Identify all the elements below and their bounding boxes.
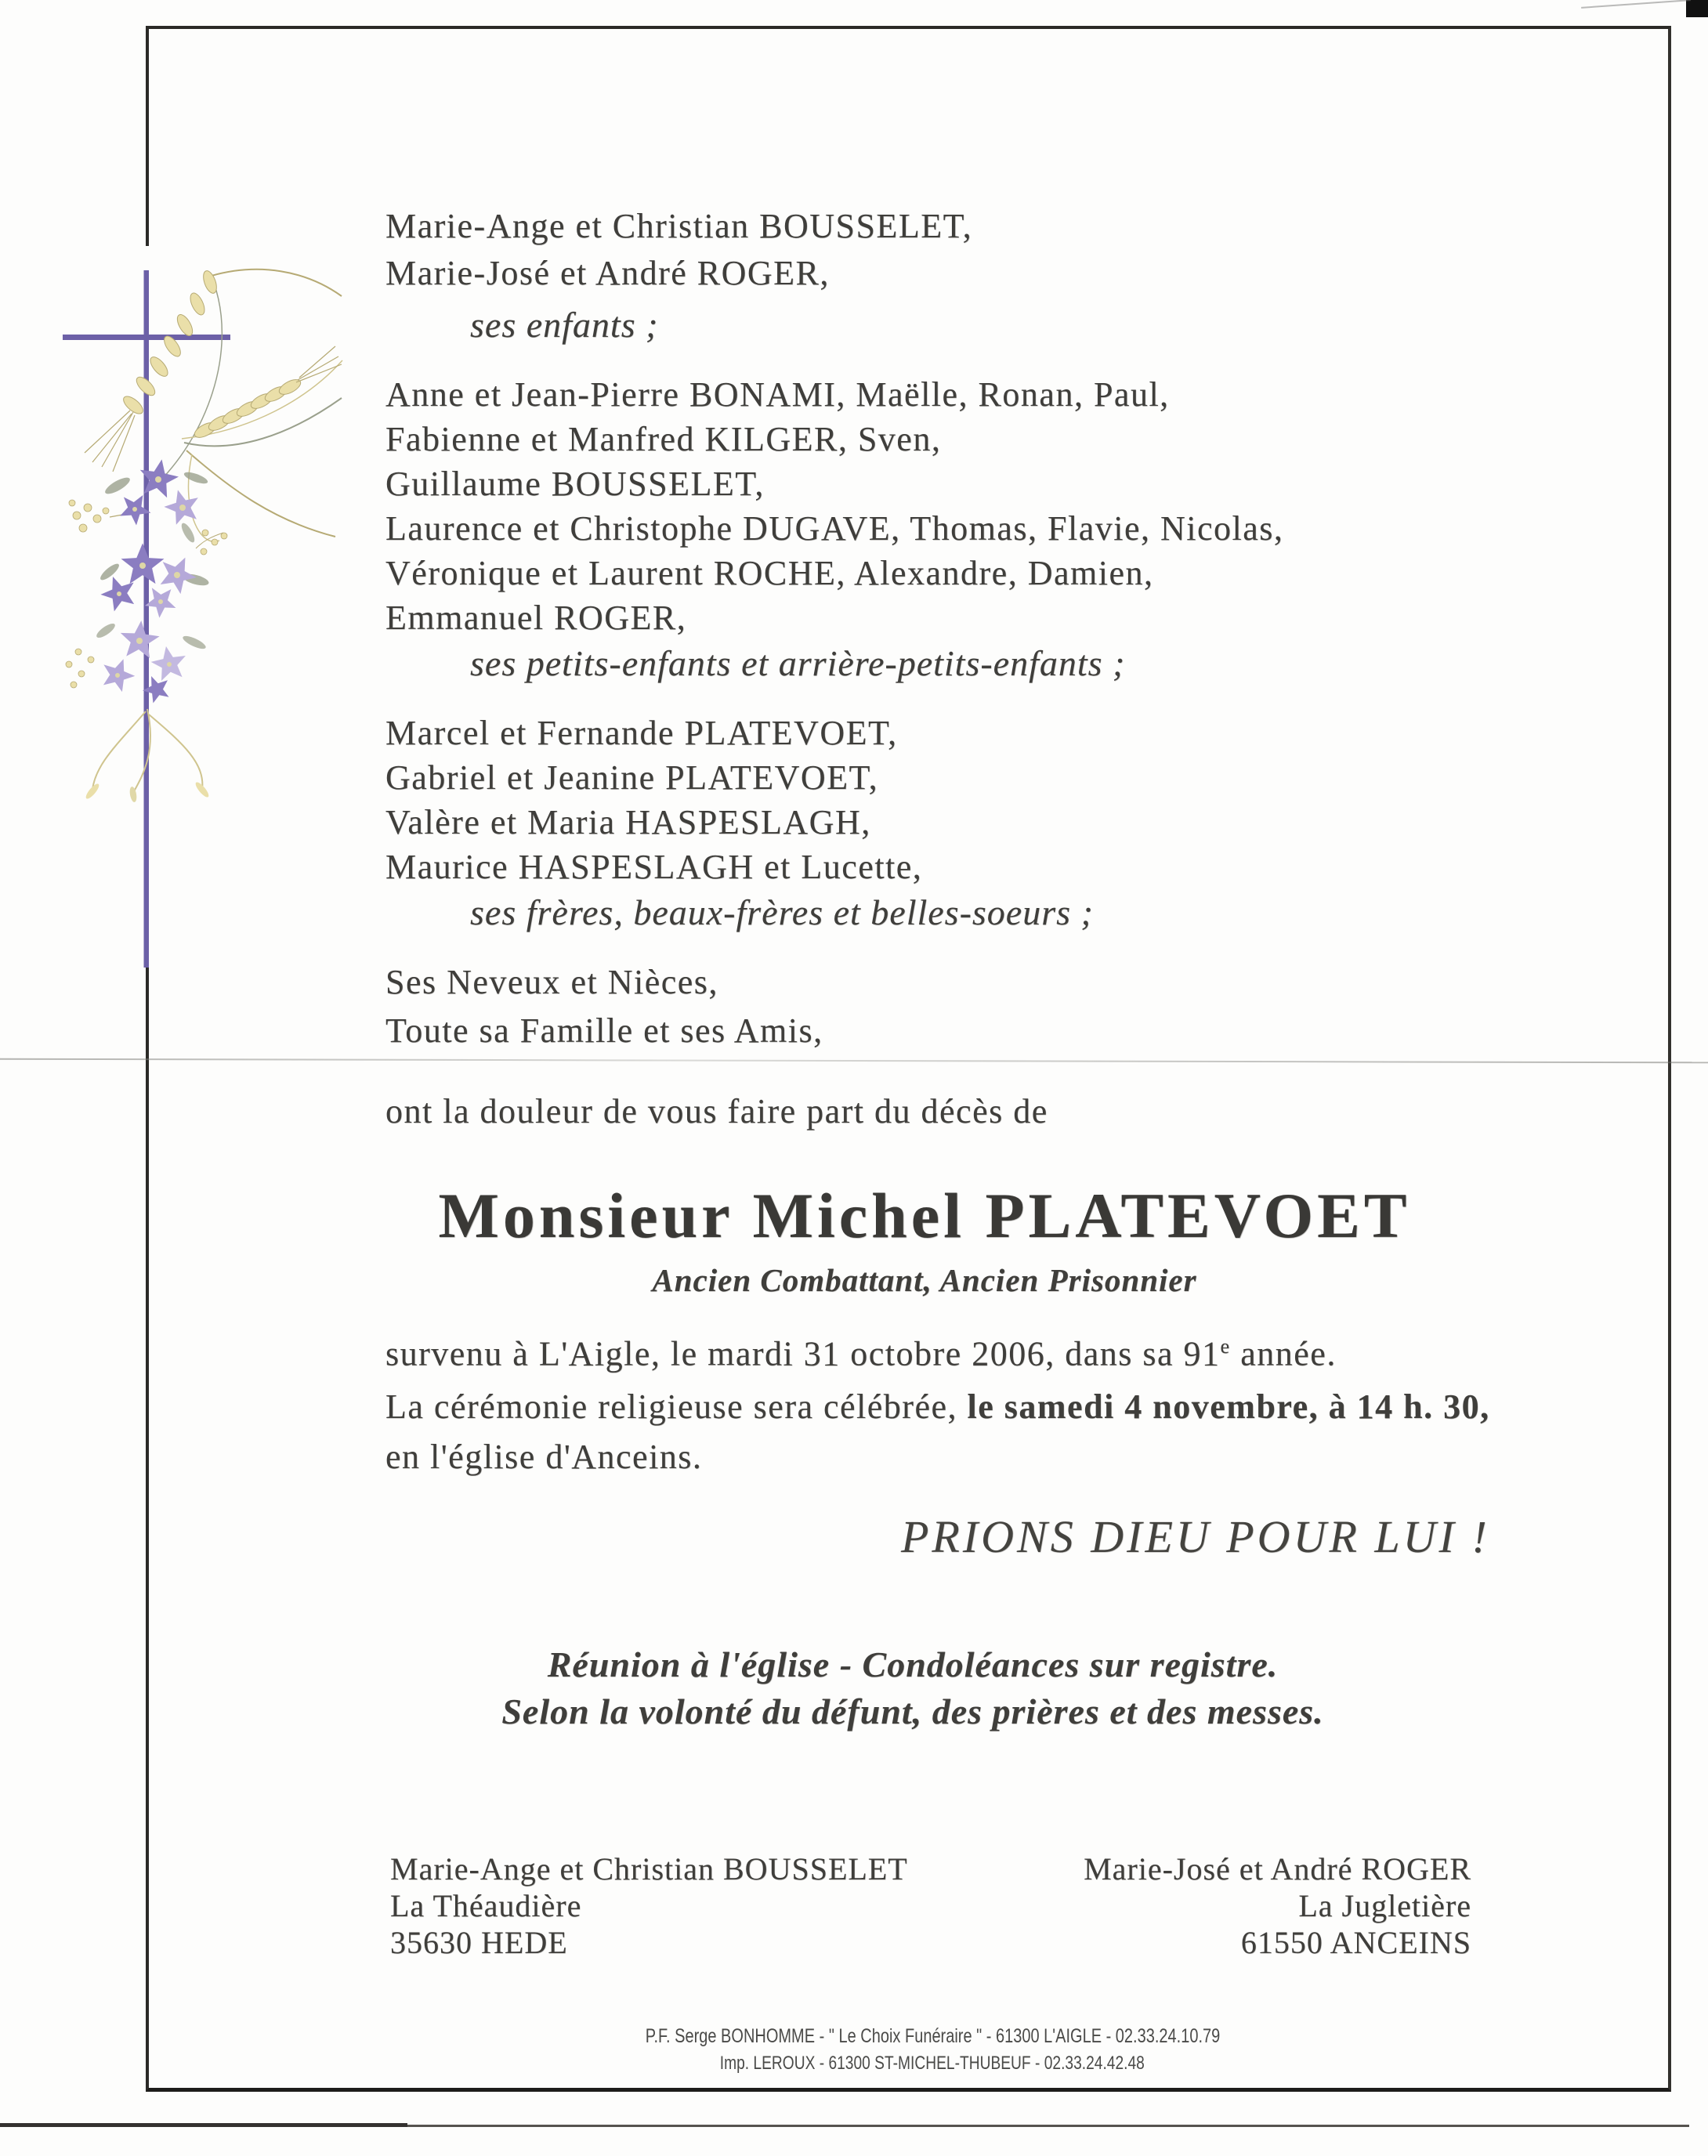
cross-bar xyxy=(63,335,230,340)
grandchildren-caption: ses petits-enfants et arrière-petits-enfants ; xyxy=(470,643,1126,683)
siblings-line: Valère et Maria HASPESLAGH, xyxy=(385,803,871,841)
scan-artifact-corner xyxy=(1686,0,1708,17)
address-right-city: 61550 ANCEINS xyxy=(1240,1925,1471,1960)
deceased-name: Monsieur Michel PLATEVOET xyxy=(438,1180,1411,1251)
footer-printer-text: Imp. LEROUX - 61300 ST-MICHEL-THUBEUF - 02.33.24.42.48 xyxy=(719,2053,1145,2074)
cross-flowers-illustration xyxy=(0,204,345,979)
intro-line: ont la douleur de vous faire part du décès de xyxy=(385,1092,1048,1130)
children-line: Marie-Ange et Christian BOUSSELET, xyxy=(385,207,973,245)
cross-stem xyxy=(144,270,150,968)
siblings-line: Gabriel et Jeanine PLATEVOET, xyxy=(385,758,879,797)
grandchildren-line: Guillaume BOUSSELET, xyxy=(385,465,765,503)
scan-artifact-smudge xyxy=(1581,0,1691,9)
children-caption: ses enfants ; xyxy=(470,305,659,345)
grandchildren-line: Emmanuel ROGER, xyxy=(385,599,687,637)
address-left-name: Marie-Ange et Christian BOUSSELET xyxy=(390,1851,908,1886)
death-line-sup: e xyxy=(1220,1334,1231,1358)
family-line: Toute sa Famille et ses Amis, xyxy=(385,1011,823,1050)
ceremony-place-line: en l'église d'Anceins. xyxy=(385,1438,703,1476)
ceremony-text: La cérémonie religieuse sera célébrée, xyxy=(385,1387,968,1426)
instruction-line: Selon la volonté du défunt, des prières et des messes. xyxy=(501,1691,1324,1731)
prayer-line: PRIONS DIEU POUR LUI ! xyxy=(901,1511,1490,1562)
death-line-end: année. xyxy=(1230,1334,1337,1373)
siblings-line: Marcel et Fernande PLATEVOET, xyxy=(385,714,898,752)
address-left-place: La Théaudière xyxy=(390,1888,582,1923)
wheat-ear-right xyxy=(192,377,302,440)
scan-edge-line-thick xyxy=(0,2123,407,2127)
siblings-caption: ses frères, beaux-frères et belles-soeurs ; xyxy=(470,892,1094,932)
address-right-name: Marie-José et André ROGER xyxy=(1084,1851,1471,1886)
address-left-city: 35630 HEDE xyxy=(390,1925,568,1960)
flower-cluster-top xyxy=(69,456,209,544)
ceremony-datetime: le samedi 4 novembre, à 14 h. 30, xyxy=(967,1387,1490,1426)
nephews-line: Ses Neveux et Nièces, xyxy=(385,963,718,1001)
flower-cluster-bottom xyxy=(66,619,208,707)
address-right-place: La Jugletière xyxy=(1298,1888,1471,1923)
footer-printer xyxy=(78,2053,1708,2075)
address-right xyxy=(1084,1850,1471,1961)
wheat-ear-left xyxy=(121,270,219,417)
flower-cluster-middle xyxy=(96,530,227,622)
footer-funeral-home-text: P.F. Serge BONHOMME - " Le Choix Funéraire " - 61300 L'AIGLE - 02.33.24.10.79 xyxy=(645,2025,1220,2047)
death-line-text: survenu à L'Aigle, le mardi 31 octobre 2006, dans sa 91 xyxy=(385,1334,1221,1373)
grandchildren-line: Fabienne et Manfred KILGER, Sven, xyxy=(385,420,942,458)
instruction-line: Réunion à l'église - Condoléances sur registre. xyxy=(547,1644,1279,1684)
death-line xyxy=(385,1335,1337,1373)
ceremony-line xyxy=(385,1388,1490,1426)
children-line: Marie-José et André ROGER, xyxy=(385,254,830,292)
grandchildren-line: Véronique et Laurent ROCHE, Alexandre, Damien, xyxy=(385,554,1154,592)
footer-funeral-home xyxy=(78,2025,1708,2048)
address-left xyxy=(390,1850,908,1961)
siblings-line: Maurice HASPESLAGH et Lucette, xyxy=(385,848,923,886)
grandchildren-line: Laurence et Christophe DUGAVE, Thomas, Flavie, Nicolas, xyxy=(385,509,1284,548)
deceased-subtitle: Ancien Combattant, Ancien Prisonnier xyxy=(652,1262,1197,1298)
grandchildren-line: Anne et Jean-Pierre BONAMI, Maëlle, Ronan, Paul, xyxy=(385,375,1170,414)
